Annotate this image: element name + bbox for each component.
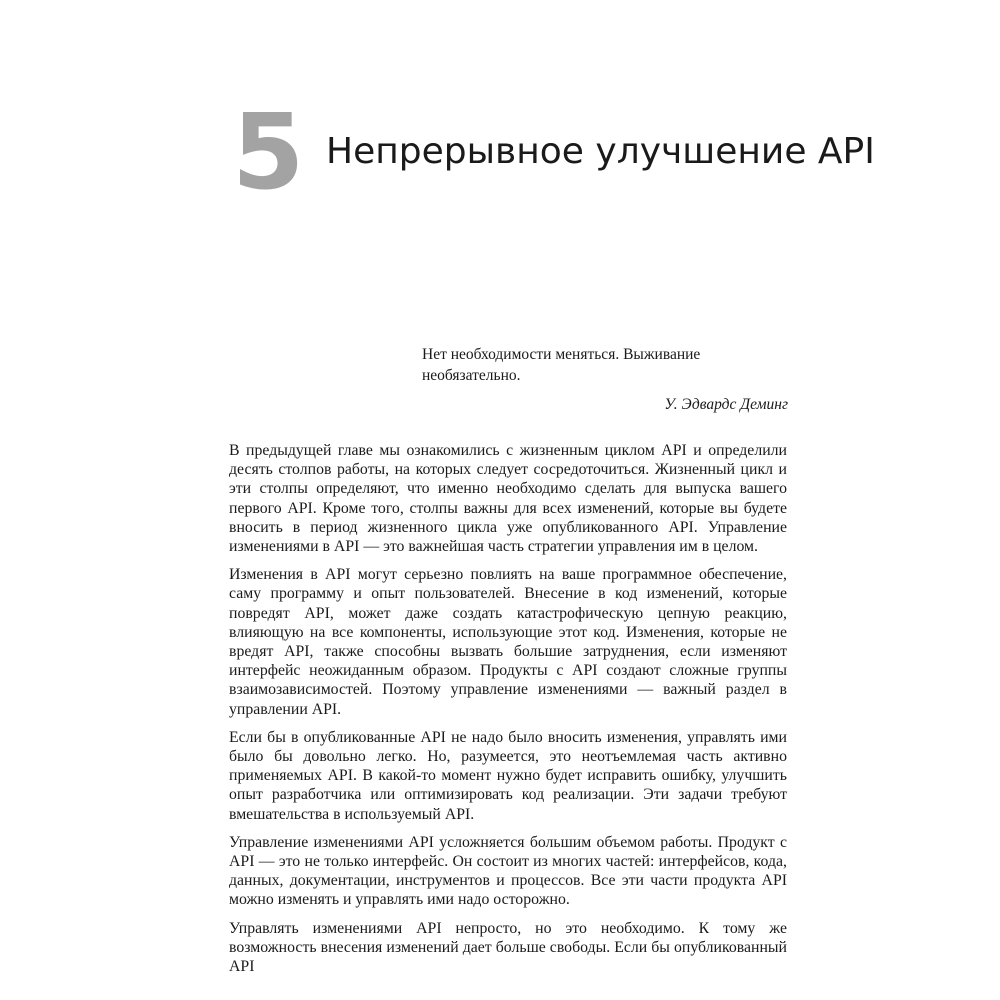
chapter-number: 5 bbox=[232, 91, 303, 213]
epigraph-text: Нет необходимости меняться. Выживание необязательно. bbox=[422, 346, 701, 384]
epigraph bbox=[422, 344, 788, 415]
chapter-title: Непрерывное улучшение API bbox=[326, 131, 875, 172]
paragraph: Если бы в опубликованные API не надо было вносить изменения, управлять ими было бы довольно легко. Но, разумеется, это неотъемлемая часть активно применяемых API. В какой-то момент нужно будет исправить ошибку, улучшить опыт разработчика или оптимизировать код реализации. Эти задачи требуют вмешательства в используемый API. bbox=[229, 728, 787, 823]
paragraph: В предыдущей главе мы ознакомились с жизненным циклом API и определили десять столпов работы, на которых следует сосредоточиться. Жизненный цикл и эти столпы определяют, что именно необходимо сделать для выпуска вашего первого API. Кроме того, столпы важны для всех изменений, которые вы будете вносить в период жизненного цикла уже опубликованного API. Управление изменениями в API — это важнейшая часть стратегии управления им в целом. bbox=[229, 442, 787, 556]
epigraph-author: У. Эдвардс Деминг bbox=[664, 396, 788, 413]
paragraph: Изменения в API могут серьезно повлиять на ваше программное обеспечение, саму программу и опыт пользователей. Внесение в код изменений, которые повредят API, может даже создать катастрофическую цепную реакцию, влияющую на все компоненты, использующие этот код. Изменения, которые не вредят API, также способны вызвать большие затруднения, если изменяют интерфейс неожиданным образом. Продукты с API создают сложные группы взаимозависимостей. Поэтому управление изменениями — важный раздел в управлении API. bbox=[229, 566, 787, 718]
paragraph: Управлять изменениями API непросто, но это необходимо. К тому же возможность внесения изменений дает больше свободы. Если бы опубликованный API bbox=[229, 919, 787, 976]
body-text bbox=[229, 441, 787, 985]
paragraph: Управление изменениями API усложняется большим объемом работы. Продукт с API — это не только интерфейс. Он состоит из многих частей: интерфейсов, кода, данных, документации, инструментов и процессов. Все эти части продукта API можно изменять и управлять ими надо осторожно. bbox=[229, 833, 787, 909]
